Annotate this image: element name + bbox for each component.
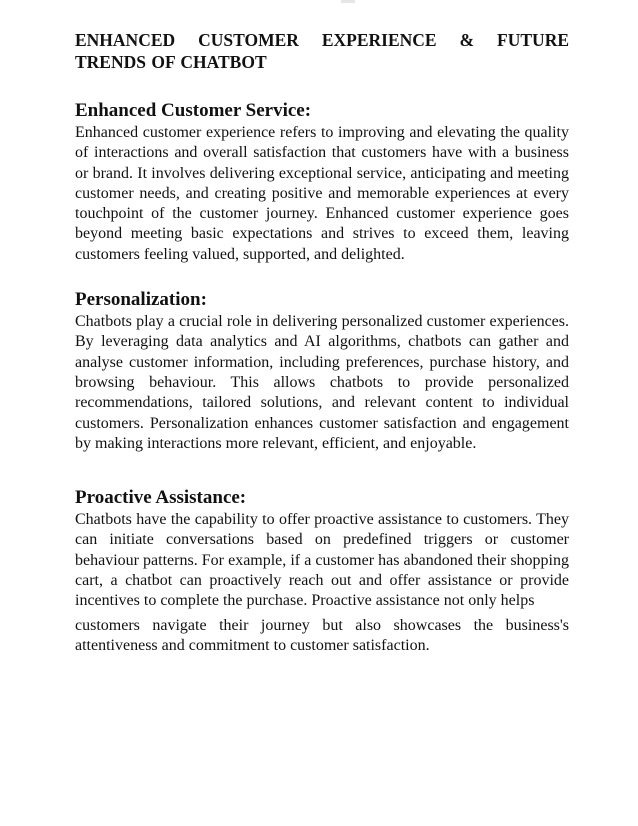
section-paragraph: Enhanced customer experience refers to improving and elevating the quality of interactions and overall satisfaction that customers have with a business or brand. It involves delivering exceptional service, anticipating and meeting customer needs, and creating positive and memorable experiences at every touchpoint of the customer journey. Enhanced customer experience goes beyond meeting basic expectations and strives to exceed them, leaving customers feeling valued, supported, and delighted. (75, 124, 569, 263)
page-top-marker (341, 0, 355, 3)
section-personalization (75, 289, 569, 454)
document-page (75, 29, 569, 656)
section-paragraph: Chatbots have the capability to offer proactive assistance to customers. They can initiate conversations based on predefined triggers or customer behaviour patterns. For example, if a customer has abandoned their shopping cart, a chatbot can proactively reach out and offer assistance or provide incentives to complete the purchase. Proactive assistance not only helps (75, 511, 569, 610)
section-proactive-assistance (75, 487, 569, 656)
section-enhanced-customer-service (75, 100, 569, 265)
section-heading: Proactive Assistance: (75, 487, 247, 509)
section-heading: Personalization: (75, 289, 207, 311)
section-paragraph: Chatbots play a crucial role in delivering personalized customer experiences. By leveraging data analytics and AI algorithms, chatbots can gather and analyse customer information, including preferences, purchase history, and browsing behaviour. This allows chatbots to provide personalized recommendations, tailored solutions, and relevant content to individual customers. Personalization enhances customer satisfaction and engagement by making interactions more relevant, efficient, and enjoyable. (75, 313, 569, 452)
document-title-line-1: ENHANCED CUSTOMER EXPERIENCE & FUTURE (75, 30, 569, 50)
document-title-line-2: TRENDS OF CHATBOT (75, 52, 267, 72)
section-paragraph-continuation: customers navigate their journey but also showcases the business's attentiveness and commitment to customer satisfaction. (75, 616, 569, 654)
section-heading: Enhanced Customer Service: (75, 100, 312, 121)
document-title (75, 29, 569, 73)
